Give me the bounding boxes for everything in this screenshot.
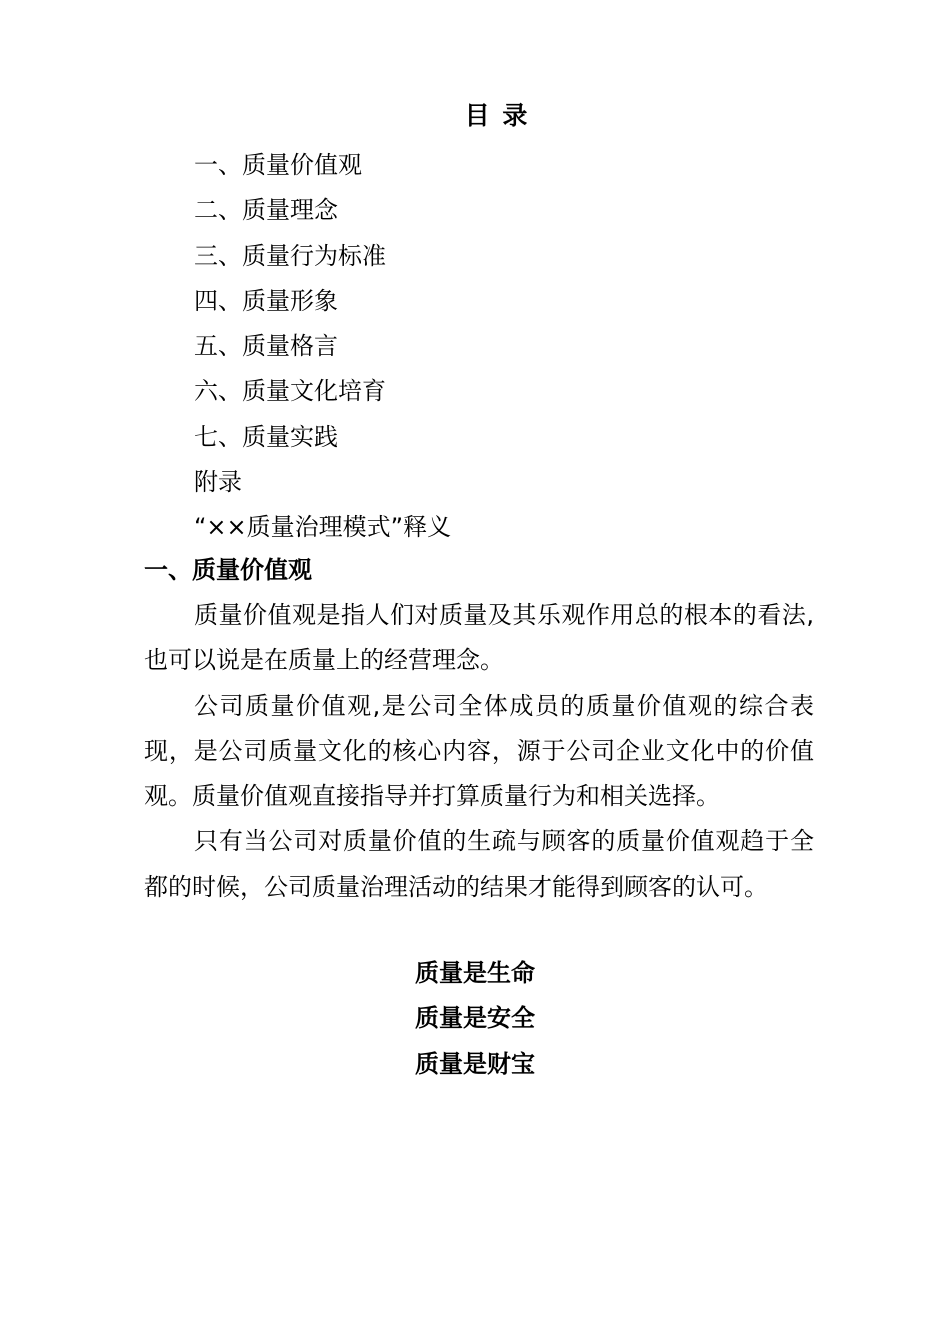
toc-item-3: 三、质量行为标准 xyxy=(194,241,386,270)
toc-item-4: 四、质量形象 xyxy=(194,286,338,315)
toc-item-2: 二、质量理念 xyxy=(194,196,338,225)
slogan-2: 质量是安全 xyxy=(415,1004,535,1033)
paragraph-1: 质量价值观是指人们对质量及其乐观作用总的根本的看法,也可以说是在质量上的经营理念。 xyxy=(144,601,814,675)
toc-item-7: 七、质量实践 xyxy=(194,422,338,451)
slogan-3: 质量是财宝 xyxy=(415,1049,535,1078)
slogan-1: 质量是生命 xyxy=(415,959,535,987)
paragraph-3: 只有当公司对质量价值的生疏与顾客的质量价值观趋于全都的时候，公司质量治理活动的结果才能得到顾客的认可。 xyxy=(144,827,814,901)
section-body xyxy=(144,593,814,910)
table-of-contents xyxy=(194,143,451,551)
toc-item-appendix: 附录 xyxy=(194,468,242,497)
section-heading: 一、质量价值观 xyxy=(144,556,312,584)
toc-item-5: 五、质量格言 xyxy=(194,332,338,361)
paragraph-2: 公司质量价值观,是公司全体成员的质量价值观的综合表现，是公司质量文化的核心内容，源于公司企业文化中的价值观。质量价值观直接指导并打算质量行为和相关选择。 xyxy=(144,691,814,811)
toc-item-appendix-definition: “××质量治理模式”释义 xyxy=(194,513,452,542)
toc-title: 目 录 xyxy=(464,101,530,130)
slogan-block xyxy=(0,951,950,1087)
toc-item-1: 一、质量价值观 xyxy=(194,151,362,179)
toc-item-6: 六、质量文化培育 xyxy=(194,377,386,406)
